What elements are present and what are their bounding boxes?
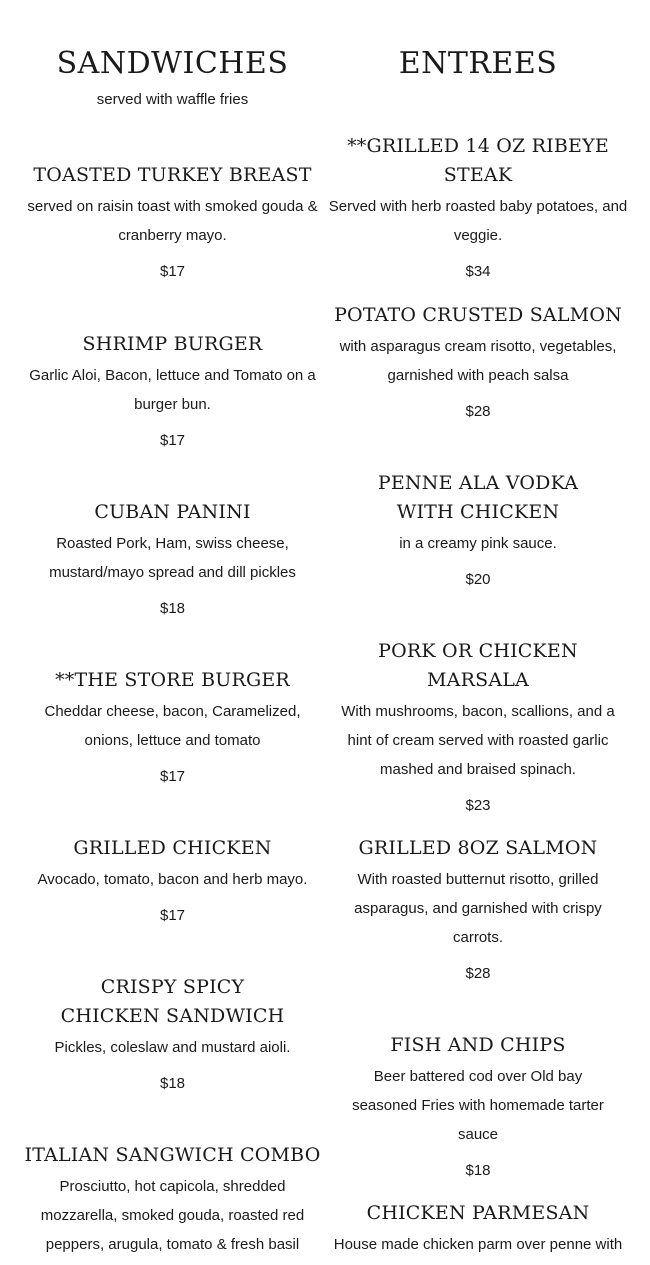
item-name: TOASTED TURKEY BREAST (33, 164, 312, 186)
menu-item-ribeye-steak (328, 132, 628, 282)
menu-item-grilled-salmon (328, 834, 628, 984)
item-price: $20 (465, 571, 491, 588)
menu-item-shrimp-burger (20, 330, 325, 451)
item-name: FISH AND CHIPS (390, 1034, 566, 1056)
item-price: $17 (159, 263, 186, 280)
item-price: $34 (465, 263, 491, 280)
item-name: ITALIAN SANGWICH COMBO (24, 1144, 321, 1166)
menu-item-toasted-turkey (20, 161, 325, 282)
item-description: With roasted butternut risotto, grilled asparagus, and garnished with crispy carrots. (354, 871, 602, 946)
item-description: Cheddar cheese, bacon, Caramelized, onions, lettuce and tomato (44, 703, 301, 749)
entrees-heading: ENTREES (398, 46, 558, 81)
item-description: served on raisin toast with smoked gouda & cranberry mayo. (27, 198, 318, 244)
item-name: PENNE ALA VODKA WITH CHICKEN (377, 472, 579, 523)
item-name: SHRIMP BURGER (82, 333, 263, 355)
item-description: Pickles, coleslaw and mustard aioli. (54, 1039, 291, 1056)
menu-item-italian-sangwich (20, 1141, 325, 1259)
item-price: $18 (465, 1162, 491, 1179)
item-price: $28 (465, 965, 491, 982)
sandwiches-subtitle: served with waffle fries (96, 91, 249, 108)
item-price: $17 (159, 768, 186, 785)
item-description: in a creamy pink sauce. (399, 535, 557, 552)
item-name: CUBAN PANINI (94, 501, 251, 523)
menu-item-chicken-parmesan (328, 1199, 628, 1259)
menu-item-fish-and-chips (328, 1031, 628, 1181)
item-price: $17 (159, 907, 186, 924)
item-price: $18 (159, 600, 186, 617)
item-description: House made chicken parm over penne with (333, 1236, 623, 1253)
item-price: $18 (159, 1075, 186, 1092)
menu-item-grilled-chicken (20, 834, 325, 926)
sandwiches-heading: SANDWICHES (56, 46, 289, 81)
item-description: Avocado, tomato, bacon and herb mayo. (37, 871, 308, 888)
menu-item-cuban-panini (20, 498, 325, 619)
menu-item-marsala (328, 637, 628, 816)
item-name: **THE STORE BURGER (55, 669, 290, 691)
item-description: Prosciutto, hot capicola, shredded mozzarella, smoked gouda, roasted red peppers, arugula, tomato & fresh basil (40, 1178, 305, 1253)
item-name: PORK OR CHICKEN MARSALA (378, 640, 578, 691)
item-name: CRISPY SPICY CHICKEN SANDWICH (60, 976, 285, 1027)
item-description: Roasted Pork, Ham, swiss cheese, mustard/mayo spread and dill pickles (49, 535, 296, 581)
menu-item-penne-vodka (328, 469, 628, 590)
item-name: POTATO CRUSTED SALMON (334, 304, 622, 326)
item-price: $23 (465, 797, 491, 814)
menu-item-potato-crusted-salmon (328, 301, 628, 422)
item-description: Beer battered cod over Old bay seasoned Fries with homemade tarter sauce (352, 1068, 604, 1143)
item-description: Garlic Aloi, Bacon, lettuce and Tomato on a burger bun. (29, 367, 316, 413)
menu-item-crispy-spicy-chicken (20, 973, 325, 1094)
item-price: $28 (465, 403, 491, 420)
item-description: with asparagus cream risotto, vegetables, garnished with peach salsa (339, 338, 617, 384)
item-name: GRILLED CHICKEN (73, 837, 272, 859)
item-name: **GRILLED 14 OZ RIBEYE STEAK (347, 135, 609, 186)
menu-item-store-burger (20, 666, 325, 787)
item-description: Served with herb roasted baby potatoes, and veggie. (328, 198, 628, 244)
item-description: With mushrooms, bacon, scallions, and a hint of cream served with roasted garlic mashed and braised spinach. (341, 703, 615, 778)
item-name: GRILLED 8OZ SALMON (358, 837, 598, 859)
item-price: $17 (159, 432, 186, 449)
item-name: CHICKEN PARMESAN (366, 1202, 590, 1224)
